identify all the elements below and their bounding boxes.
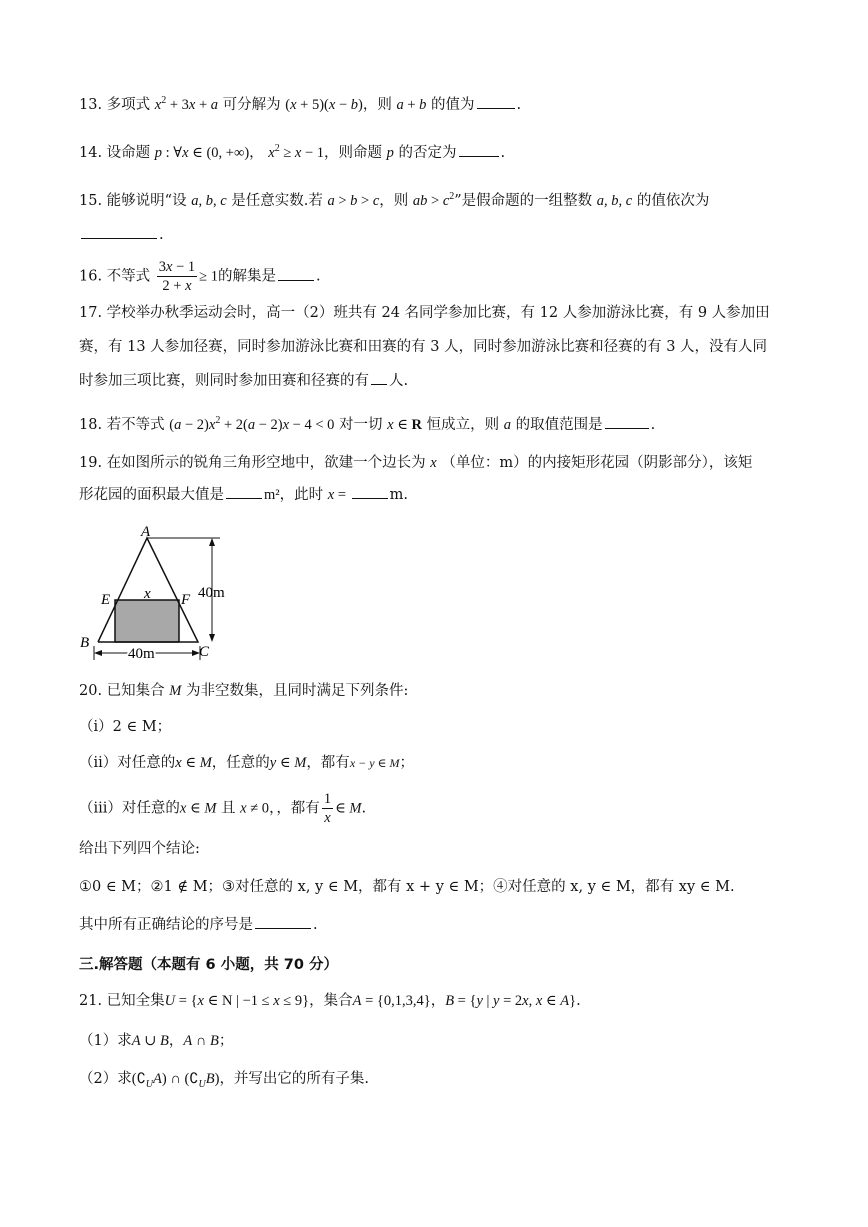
question-14: 14. 设命题 p : ∀x ∈ (0, +∞)， $x^2 \ge x - 1$，则命题 p 的否定为 .	[79, 143, 506, 161]
condition-iii: （ⅲ）对任意的x ∈ M 且 x ≠ 0，，都有 $\frac{1}{x}$ ∈ M.	[79, 791, 367, 826]
question-15-answer: .	[79, 224, 164, 246]
section-heading: 三.解答题（本题有 6 小题，共 70 分）	[79, 957, 338, 973]
question-21-part-1: （1）求A ∪ B，A ∩ B；	[79, 1033, 234, 1049]
question-20-line-1: 20. 已知集合 M 为非空数集，且同时满足下列条件:	[79, 683, 409, 699]
condition-ii: （ⅱ）对任意的x ∈ M，任意的y ∈ M，都有x − y ∈ M；	[79, 755, 414, 771]
fraction: $\frac{3x - 1}{2 + x}$	[158, 259, 196, 294]
answer-blank[interactable]	[352, 484, 388, 499]
triangle-figure	[78, 522, 238, 664]
condition-i: （ⅰ）2 ∈ M；	[79, 719, 172, 735]
label-F: F	[181, 592, 191, 608]
arrowhead-left	[94, 650, 102, 656]
answer-blank[interactable]	[226, 484, 262, 499]
question-17-line-3: 时参加三项比赛，则同时参加田赛和径赛的有 人.	[79, 370, 408, 392]
label-base: 40m	[128, 646, 155, 662]
conclusions-intro: 给出下列四个结论:	[79, 841, 200, 857]
label-x: x	[144, 586, 151, 602]
label-height: 40m	[198, 585, 225, 601]
shaded-rectangle	[115, 600, 179, 642]
question-20-ask: 其中所有正确结论的序号是 .	[79, 914, 318, 936]
question-13: 13. 多项式 $x^2 + 3x + a$ 可分解为 (x + 5)(x − b)，则 a + b 的值为 .	[79, 95, 522, 113]
question-15: 15. 能够说明“设 a, b, c 是任意实数.若 a > b > c，则 ab > $c^2$”是假命题的一组整数 a, b, c 的值依次为	[79, 191, 710, 209]
conclusions-list: ①0 ∈ M；②1 ∉ M；③对任意的 x, y ∈ M，都有 x + y ∈ M；④对任意的 x, y ∈ M，都有 xy ∈ M.	[79, 879, 735, 895]
question-21-part-2: （2）求$(∁_UA)$ ∩ $(∁_UB)$，并写出它的所有子集.	[79, 1071, 370, 1090]
answer-blank[interactable]	[477, 94, 515, 109]
label-A: A	[141, 524, 151, 540]
label-E: E	[101, 592, 111, 608]
question-19-line-1: 19. 在如图所示的锐角三角形空地中，欲建一个边长为 x （单位：m）的内接矩形花园（阴影部分），该矩	[79, 455, 753, 471]
question-19-line-2: 形花园的面积最大值是 m²，此时 x = m.	[79, 484, 408, 506]
question-21-line-1: 21. 已知全集U = {x ∈ N | −1 ≤ x ≤ 9}，集合A = {0,1,3,4}，B = {y | y = 2x, x ∈ A}.	[79, 993, 581, 1009]
answer-blank[interactable]	[371, 370, 387, 385]
label-B: B	[80, 635, 90, 651]
answer-blank[interactable]	[459, 142, 499, 157]
question-16: 16. 不等式 $\frac{3x - 1}{2 + x}$ ≥ 1的解集是 .	[79, 259, 321, 294]
answer-blank[interactable]	[81, 224, 157, 239]
answer-blank[interactable]	[278, 266, 314, 281]
question-17-line-1: 17. 学校举办秋季运动会时，高一（2）班共有 24 名同学参加比赛，有 12 人参加游泳比赛，有 9 人参加田	[79, 305, 770, 321]
question-18: 18. 若不等式 $(a - 2)x^2 + 2(a - 2)x - 4 < 0$ 对一切 x ∈ R 恒成立，则 a 的取值范围是 .	[79, 415, 656, 433]
arrowhead-down	[209, 634, 215, 642]
answer-blank[interactable]	[605, 414, 649, 429]
fraction: $\frac{1}{x}$	[323, 791, 332, 826]
label-C: C	[199, 644, 210, 660]
arrowhead-up	[209, 538, 215, 546]
question-17-line-2: 赛，有 13 人参加径赛，同时参加游泳比赛和田赛的有 3 人，同时参加游泳比赛和径赛的有 3 人，没有人同	[79, 339, 768, 355]
answer-blank[interactable]	[255, 914, 311, 929]
